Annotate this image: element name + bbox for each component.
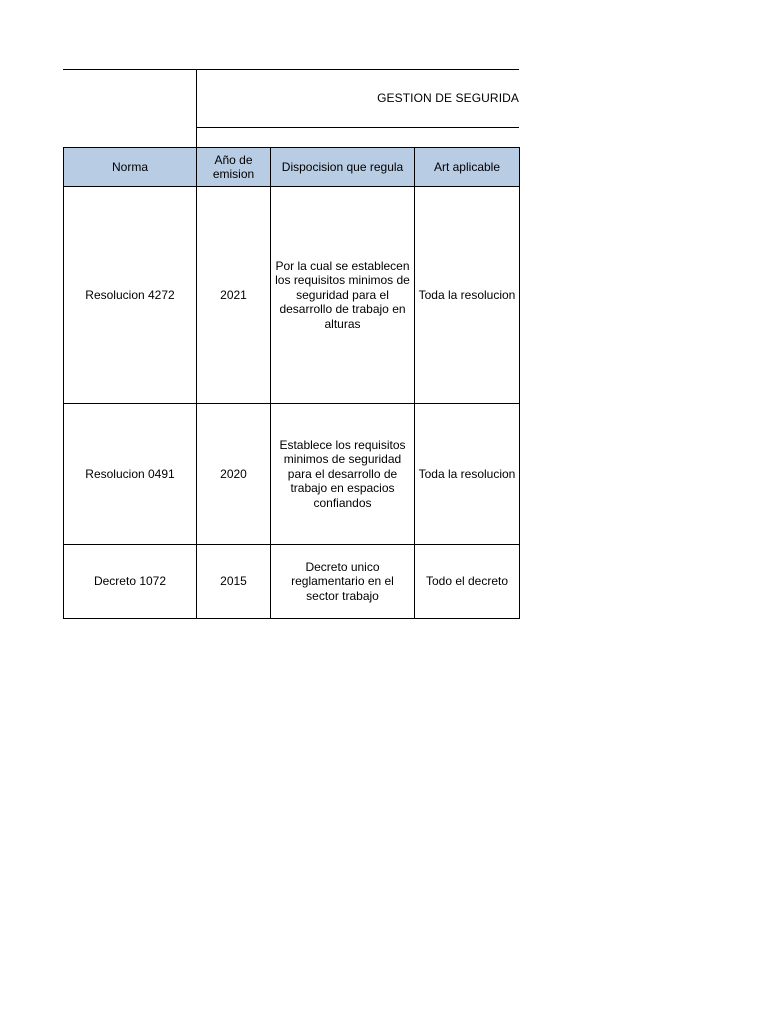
column-header-articulo: Art aplicable (415, 148, 520, 187)
cell-anio: 2021 (197, 187, 271, 404)
column-header-anio: Año de emision (197, 148, 271, 187)
cell-norma: Decreto 1072 (64, 545, 197, 619)
logo-cell (63, 69, 197, 147)
cell-norma: Resolucion 4272 (64, 187, 197, 404)
cell-anio: 2020 (197, 404, 271, 545)
cell-articulo: Toda la resolucion (415, 187, 520, 404)
spreadsheet-page (63, 69, 519, 620)
cell-norma: Resolucion 0491 (64, 404, 197, 545)
document-title: GESTION DE SEGURIDA (377, 91, 519, 105)
document-title-cell (196, 69, 519, 128)
column-header-norma: Norma (64, 148, 197, 187)
cell-disposicion: Establece los requisitos minimos de seguridad para el desarrollo de trabajo en espacios confiandos (271, 404, 415, 545)
table-row (64, 404, 520, 545)
column-header-disposicion: Dispocision que regula (271, 148, 415, 187)
cell-anio: 2015 (197, 545, 271, 619)
cell-articulo: Toda la resolucion (415, 404, 520, 545)
table-row (64, 187, 520, 404)
cell-disposicion: Por la cual se establecen los requisitos minimos de seguridad para el desarrollo de trabajo en alturas (271, 187, 415, 404)
cell-articulo: Todo el decreto (415, 545, 520, 619)
table-row (64, 545, 520, 619)
table-header-row (64, 148, 520, 187)
legal-requirements-table (63, 147, 520, 619)
cell-disposicion: Decreto unico reglamentario en el sector trabajo (271, 545, 415, 619)
